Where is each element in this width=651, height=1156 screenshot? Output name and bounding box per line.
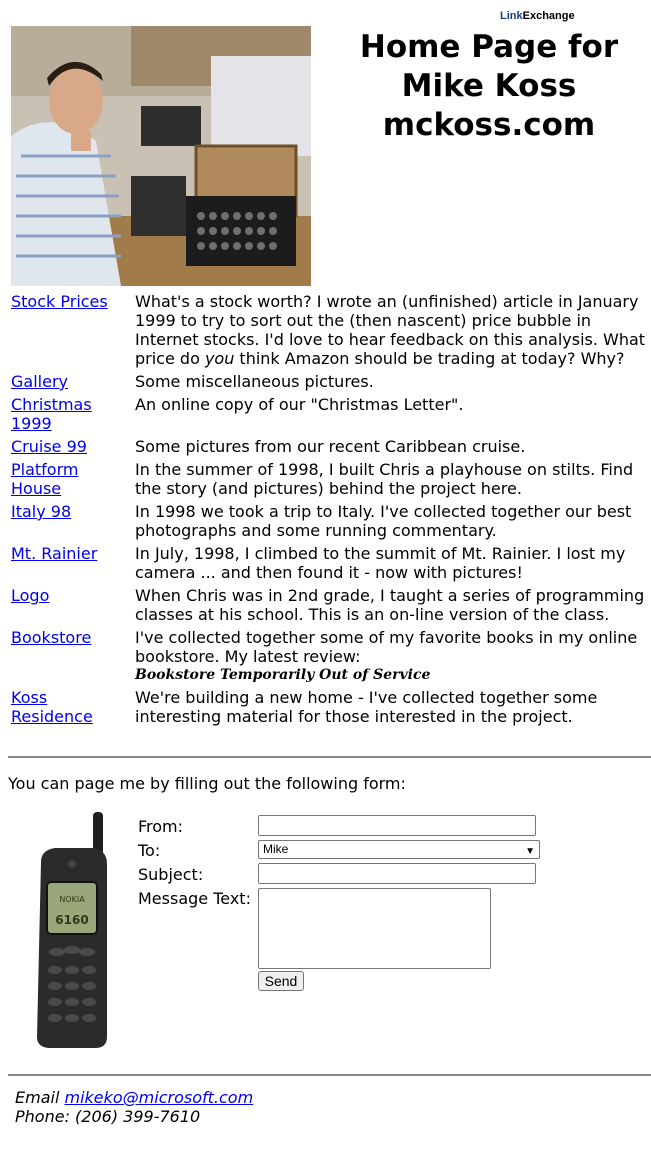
send-button[interactable]: Send — [258, 971, 304, 991]
to-label: To: — [138, 841, 161, 860]
link-description: When Chris was in 2nd grade, I taught a series of programming classes at his school. This is an on-line version of the class. — [135, 586, 645, 624]
list-item — [11, 372, 651, 391]
to-select[interactable] — [258, 840, 540, 859]
email-line — [15, 1088, 253, 1107]
link-description — [135, 628, 651, 684]
divider — [8, 1074, 651, 1076]
list-item — [11, 502, 651, 540]
banner-part1: Link — [500, 10, 523, 22]
link-description: In the summer of 1998, I built Chris a playhouse on stilts. Find the story (and pictures) behind the project here. — [135, 460, 634, 498]
divider — [8, 756, 651, 758]
phone-brand: NOKIA — [59, 895, 85, 904]
email-prefix: Email — [15, 1088, 65, 1107]
list-item — [11, 688, 651, 726]
link-description: In 1998 we took a trip to Italy. I've collected together our best photographs and some running commentary. — [135, 502, 632, 540]
link-list — [11, 292, 651, 730]
subject-label: Subject: — [138, 865, 204, 884]
contact-block — [15, 1088, 253, 1126]
link-description: Some pictures from our recent Caribbean cruise. — [135, 437, 526, 456]
linkexchange-banner[interactable] — [500, 10, 575, 22]
desc-text: think Amazon should be trading at today? Why? — [234, 349, 625, 368]
list-item — [11, 460, 651, 498]
nokia-phone-image — [33, 812, 111, 1050]
gallery-link[interactable]: Gallery — [11, 372, 68, 391]
logo-link[interactable]: Logo — [11, 586, 50, 605]
phone-line: Phone: (206) 399-7610 — [15, 1107, 201, 1126]
title-line-1: Home Page for — [359, 29, 619, 65]
list-item — [11, 628, 651, 684]
link-description: An online copy of our "Christmas Letter". — [135, 395, 464, 414]
desc-text: I've collected together some of my favorite books in my online bookstore. My latest review: — [135, 628, 638, 666]
mt-rainier-link[interactable]: Mt. Rainier — [11, 544, 98, 563]
desc-text: What's a stock worth? I wrote an (unfinished) article in January 1999 to try to sort out the (then nascent) price bubble in Internet stocks. I'd love to hear feedback on this analysis. What price do — [135, 292, 646, 368]
bookstore-link[interactable]: Bookstore — [11, 628, 92, 647]
stock-prices-link[interactable]: Stock Prices — [11, 292, 108, 311]
email-link[interactable]: mikeko@microsoft.com — [64, 1088, 254, 1107]
platform-house-link[interactable]: Platform House — [11, 460, 79, 498]
message-label: Message Text: — [138, 889, 251, 908]
subject-input[interactable] — [258, 863, 536, 884]
link-description: In July, 1998, I climbed to the summit of Mt. Rainier. I lost my camera ... and then found it - now with pictures! — [135, 544, 626, 582]
list-item — [11, 544, 651, 582]
message-textarea[interactable] — [258, 888, 491, 969]
title-line-2: Mike Koss — [401, 68, 577, 104]
title-line-3: mckoss.com — [382, 107, 596, 143]
link-description — [135, 292, 651, 368]
banner-part2: Exchange — [522, 10, 575, 22]
chevron-down-icon: ▼ — [525, 846, 535, 857]
from-label: From: — [138, 817, 184, 836]
to-selected-value: Mike — [263, 842, 289, 856]
list-item — [11, 586, 651, 624]
list-item — [11, 437, 651, 456]
profile-photo — [11, 26, 311, 286]
list-item — [11, 395, 651, 433]
phone-model: 6160 — [55, 913, 89, 927]
koss-residence-link[interactable]: Koss Residence — [11, 688, 93, 726]
link-description: We're building a new home - I've collected together some interesting material for those interested in the project. — [135, 688, 598, 726]
link-description: Some miscellaneous pictures. — [135, 372, 374, 391]
christmas-1999-link[interactable]: Christmas 1999 — [11, 395, 92, 433]
from-input[interactable] — [258, 815, 536, 836]
list-item — [11, 292, 651, 368]
italy-98-link[interactable]: Italy 98 — [11, 502, 72, 521]
pager-intro: You can page me by filling out the following form: — [8, 774, 406, 793]
page-title — [330, 28, 648, 145]
desc-emphasis: you — [204, 349, 235, 368]
bookstore-status: Bookstore Temporarily Out of Service — [135, 667, 431, 683]
cruise-99-link[interactable]: Cruise 99 — [11, 437, 87, 456]
